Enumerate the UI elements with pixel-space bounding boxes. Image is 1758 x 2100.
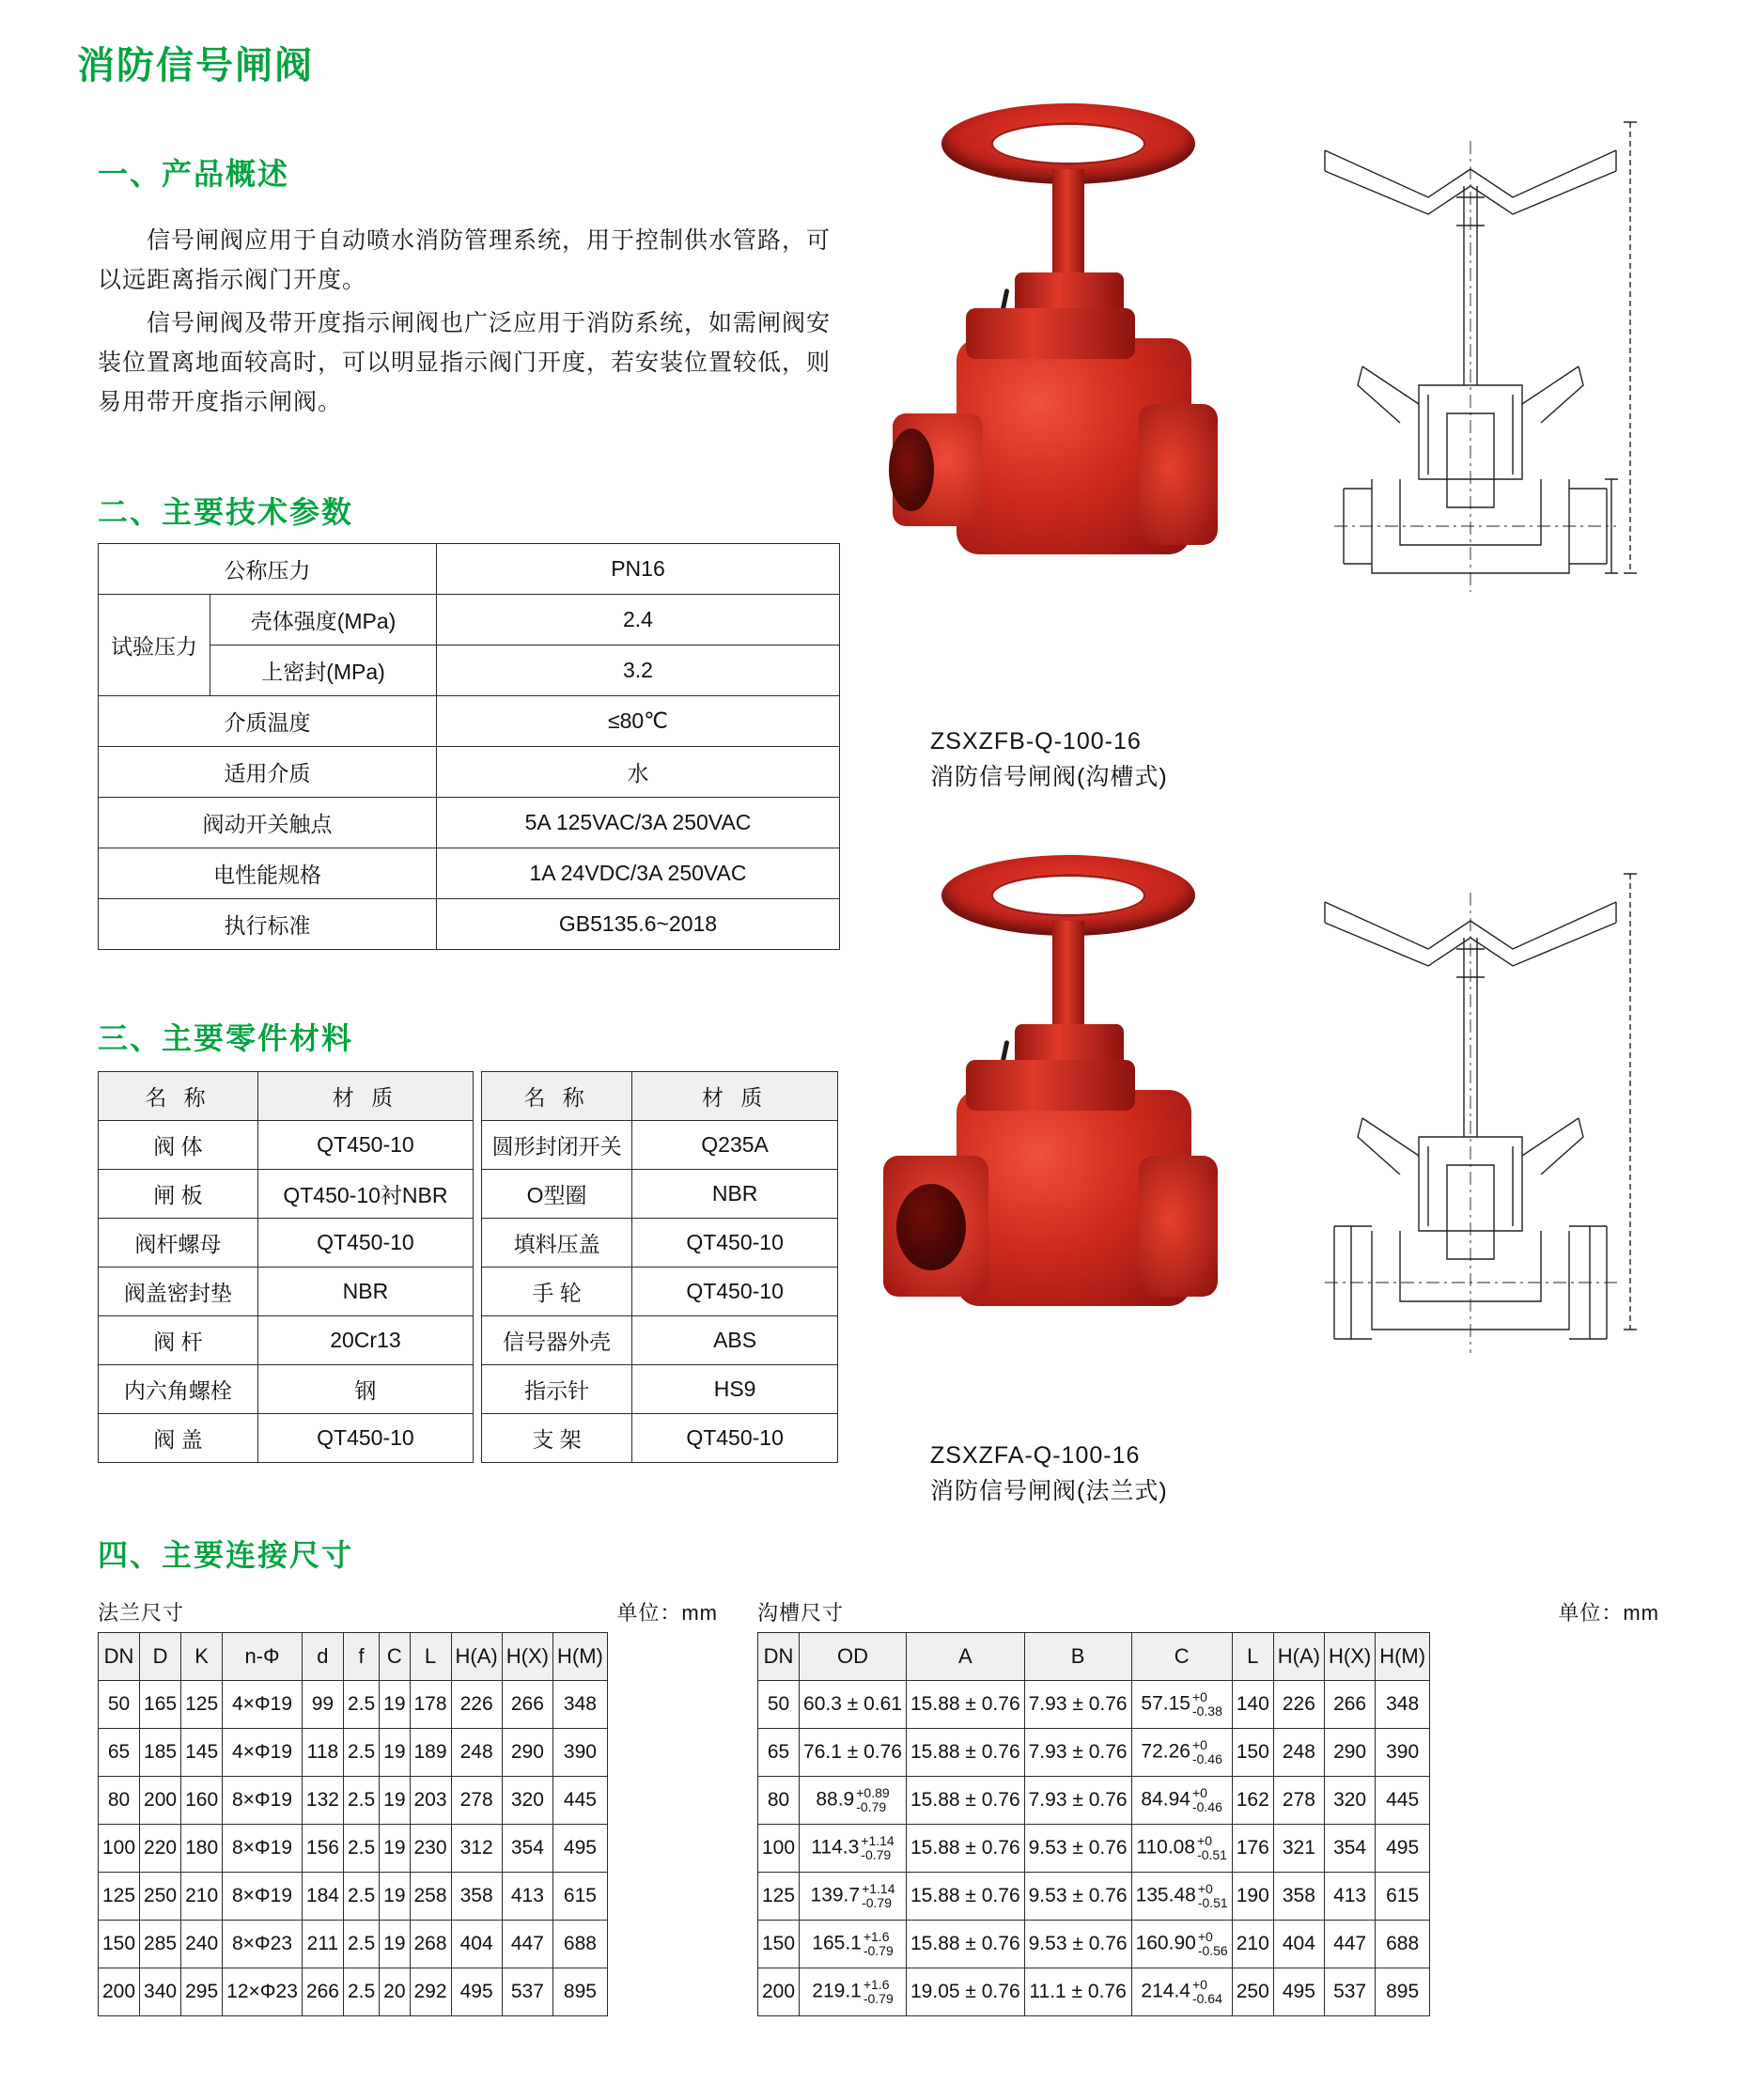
groove-cell: 447 <box>1325 1921 1376 1968</box>
table-row <box>758 1681 1430 1729</box>
flange-cell: 688 <box>552 1921 607 1968</box>
material-part-material: HS9 <box>632 1365 838 1414</box>
flange-cell: 230 <box>410 1825 451 1873</box>
table-row <box>99 1121 474 1170</box>
groove-cell: 15.88 ± 0.76 <box>907 1681 1025 1729</box>
column-header-c: C <box>380 1633 410 1681</box>
groove-cell: 15.88 ± 0.76 <box>907 1921 1025 1968</box>
flange-cell: 495 <box>552 1825 607 1873</box>
column-header-f: f <box>343 1633 379 1681</box>
groove-cell: 110.08 +0 -0.51 <box>1131 1825 1232 1873</box>
material-part-material: QT450-10 <box>632 1414 838 1463</box>
column-header-name: 名 称 <box>482 1072 632 1121</box>
flange-cell: 2.5 <box>343 1681 379 1729</box>
table-header-row <box>99 1072 474 1121</box>
flange-cell: 160 <box>181 1777 223 1825</box>
table-row <box>99 544 840 595</box>
product-model: ZSXZFA-Q-100-16 <box>930 1442 1141 1469</box>
table-row <box>482 1219 838 1268</box>
groove-cell: 445 <box>1376 1777 1430 1825</box>
flange-dimension-table <box>98 1632 608 2016</box>
material-part-name: 指示针 <box>482 1365 632 1414</box>
table-row <box>99 1921 608 1968</box>
technical-drawing-svg <box>1306 855 1644 1438</box>
table-row <box>482 1268 838 1316</box>
groove-cell: 150 <box>1232 1729 1273 1777</box>
table-header-row <box>99 1633 608 1681</box>
groove-cell: 210 <box>1232 1921 1273 1968</box>
groove-cell: 321 <box>1273 1825 1324 1873</box>
valve-photo-flange <box>902 855 1250 1456</box>
material-part-name: 填料压盖 <box>482 1219 632 1268</box>
material-part-material: QT450-10 <box>257 1121 473 1170</box>
groove-cell: 404 <box>1273 1921 1324 1968</box>
product-caption-flange <box>930 1438 1168 1509</box>
material-part-name: 闸 板 <box>99 1170 258 1219</box>
flange-cell: 8×Φ19 <box>223 1873 303 1921</box>
materials-table-right <box>481 1071 838 1463</box>
material-part-material: QT450-10 <box>257 1414 473 1463</box>
product-image-groove-type <box>902 103 1644 705</box>
material-part-name: 阀 杆 <box>99 1316 258 1365</box>
column-header-material: 材 质 <box>632 1072 838 1121</box>
flange-cell: 65 <box>99 1729 140 1777</box>
groove-cell: 354 <box>1325 1825 1376 1873</box>
table-row <box>482 1414 838 1463</box>
groove-cell: 72.26 +0 -0.46 <box>1131 1729 1232 1777</box>
groove-cell: 15.88 ± 0.76 <box>907 1777 1025 1825</box>
groove-cell: 135.48 +0 -0.51 <box>1131 1873 1232 1921</box>
groove-cell: 76.1 ± 0.76 <box>800 1729 907 1777</box>
table-row <box>482 1121 838 1170</box>
flange-cell: 226 <box>451 1681 502 1729</box>
material-part-material: Q235A <box>632 1121 838 1170</box>
table-row <box>758 1825 1430 1873</box>
section-heading-overview: 一、产品概述 <box>98 157 290 191</box>
groove-cell: 84.94 +0 -0.46 <box>1131 1777 1232 1825</box>
valve-drawing-groove <box>1306 103 1644 686</box>
table-row <box>99 646 840 696</box>
flange-cell: 390 <box>552 1729 607 1777</box>
flange-cell: 495 <box>451 1968 502 2016</box>
overview-text <box>98 221 849 426</box>
tech-label: 上密封(MPa) <box>210 646 437 696</box>
flange-cell: 80 <box>99 1777 140 1825</box>
groove-cell: 250 <box>1232 1968 1273 2016</box>
material-part-name: 阀 盖 <box>99 1414 258 1463</box>
column-header-hm: H(M) <box>1376 1633 1430 1681</box>
flange-cell: 240 <box>181 1921 223 1968</box>
section-heading-materials: 三、主要零件材料 <box>98 1021 354 1055</box>
groove-cell: 190 <box>1232 1873 1273 1921</box>
tech-label: 电性能规格 <box>99 848 437 899</box>
groove-cell: 9.53 ± 0.76 <box>1024 1873 1131 1921</box>
tech-value: 5A 125VAC/3A 250VAC <box>437 798 840 848</box>
flange-cell: 615 <box>552 1873 607 1921</box>
material-part-material: NBR <box>632 1170 838 1219</box>
groove-cell: 50 <box>758 1681 800 1729</box>
flange-cell: 354 <box>502 1825 552 1873</box>
flange-cell: 340 <box>140 1968 181 2016</box>
tech-label: 执行标准 <box>99 899 437 950</box>
groove-cell: 390 <box>1376 1729 1430 1777</box>
technical-drawing-svg <box>1306 103 1644 686</box>
groove-cell: 7.93 ± 0.76 <box>1024 1729 1131 1777</box>
flange-cell: 178 <box>410 1681 451 1729</box>
groove-cell: 162 <box>1232 1777 1273 1825</box>
flange-unit: 单位：mm <box>616 1601 718 1625</box>
table-header-row <box>758 1633 1430 1681</box>
tech-value: 3.2 <box>437 646 840 696</box>
column-header-hx: H(X) <box>502 1633 552 1681</box>
groove-cell: 9.53 ± 0.76 <box>1024 1825 1131 1873</box>
table-row <box>99 747 840 798</box>
flange-cell: 2.5 <box>343 1729 379 1777</box>
flange-cell: 258 <box>410 1873 451 1921</box>
tech-value: PN16 <box>437 544 840 595</box>
groove-cell: 615 <box>1376 1873 1430 1921</box>
flange-cell: 19 <box>380 1921 410 1968</box>
flange-cell: 295 <box>181 1968 223 2016</box>
material-part-name: 圆形封闭开关 <box>482 1121 632 1170</box>
flange-cell: 200 <box>99 1968 140 2016</box>
material-part-name: 内六角螺栓 <box>99 1365 258 1414</box>
table-row <box>99 1825 608 1873</box>
groove-cell: 495 <box>1273 1968 1324 2016</box>
groove-cell: 88.9 +0.89 -0.79 <box>800 1777 907 1825</box>
material-part-material: QT450-10 <box>257 1219 473 1268</box>
groove-cell: 214.4 +0 -0.64 <box>1131 1968 1232 2016</box>
table-row <box>758 1873 1430 1921</box>
overview-paragraph-2: 信号闸阀及带开度指示闸阀也广泛应用于消防系统，如需闸阀安装位置离地面较高时，可以明显指示阀门开度，若安装位置较低，则易用带开度指示闸阀。 <box>98 310 832 415</box>
flange-cell: 312 <box>451 1825 502 1873</box>
groove-cell: 57.15 +0 -0.38 <box>1131 1681 1232 1729</box>
groove-cell: 358 <box>1273 1873 1324 1921</box>
column-header-l: L <box>410 1633 451 1681</box>
groove-cell: 125 <box>758 1873 800 1921</box>
flange-cell: 12×Φ23 <box>223 1968 303 2016</box>
groove-cell: 248 <box>1273 1729 1324 1777</box>
flange-cell: 268 <box>410 1921 451 1968</box>
tech-label: 介质温度 <box>99 696 437 747</box>
groove-cell: 19.05 ± 0.76 <box>907 1968 1025 2016</box>
flange-caption: 法兰尺寸 <box>98 1601 185 1625</box>
materials-table-left <box>98 1071 474 1463</box>
table-header-row <box>482 1072 838 1121</box>
flange-cell: 19 <box>380 1873 410 1921</box>
table-row <box>99 1729 608 1777</box>
valve-photo-groove <box>902 103 1250 705</box>
flange-cell: 189 <box>410 1729 451 1777</box>
flange-cell: 211 <box>302 1921 343 1968</box>
flange-cell: 278 <box>451 1777 502 1825</box>
flange-cell: 20 <box>380 1968 410 2016</box>
flange-cell: 132 <box>302 1777 343 1825</box>
flange-cell: 19 <box>380 1729 410 1777</box>
material-part-material: QT450-10 <box>632 1219 838 1268</box>
column-header-ha: H(A) <box>451 1633 502 1681</box>
groove-unit: 单位：mm <box>1558 1601 1659 1625</box>
material-part-material: 20Cr13 <box>257 1316 473 1365</box>
flange-cell: 156 <box>302 1825 343 1873</box>
material-part-name: 手 轮 <box>482 1268 632 1316</box>
material-part-material: ABS <box>632 1316 838 1365</box>
groove-cell: 413 <box>1325 1873 1376 1921</box>
flange-cell: 413 <box>502 1873 552 1921</box>
product-model: ZSXZFB-Q-100-16 <box>930 728 1142 754</box>
flange-cell: 210 <box>181 1873 223 1921</box>
column-header-b: B <box>1024 1633 1131 1681</box>
flange-cell: 2.5 <box>343 1825 379 1873</box>
product-name: 消防信号闸阀(沟槽式) <box>930 764 1168 790</box>
flange-cell: 184 <box>302 1873 343 1921</box>
product-caption-groove <box>930 723 1168 795</box>
groove-cell: 114.3 +1.14 -0.79 <box>800 1825 907 1873</box>
material-part-name: 信号器外壳 <box>482 1316 632 1365</box>
groove-cell: 65 <box>758 1729 800 1777</box>
valve-flange-right <box>1139 1156 1218 1297</box>
tech-value: 2.4 <box>437 595 840 646</box>
table-row <box>758 1729 1430 1777</box>
flange-cell: 2.5 <box>343 1921 379 1968</box>
flange-caption-row <box>98 1597 718 1626</box>
flange-cell: 8×Φ19 <box>223 1825 303 1873</box>
column-header-hm: H(M) <box>552 1633 607 1681</box>
column-header-ha: H(A) <box>1273 1633 1324 1681</box>
groove-cell: 160.90 +0 -0.56 <box>1131 1921 1232 1968</box>
groove-dimension-block <box>757 1597 1659 2016</box>
groove-cell: 348 <box>1376 1681 1430 1729</box>
flange-cell: 447 <box>502 1921 552 1968</box>
groove-cell: 150 <box>758 1921 800 1968</box>
material-part-material: 钢 <box>257 1365 473 1414</box>
groove-cell: 165.1 +1.6 -0.79 <box>800 1921 907 1968</box>
table-row <box>482 1365 838 1414</box>
table-row <box>99 696 840 747</box>
column-header-material: 材 质 <box>257 1072 473 1121</box>
valve-flange-left <box>883 1156 988 1297</box>
groove-cell: 7.93 ± 0.76 <box>1024 1681 1131 1729</box>
groove-caption-row <box>757 1597 1659 1626</box>
flange-cell: 200 <box>140 1777 181 1825</box>
flange-cell: 2.5 <box>343 1873 379 1921</box>
flange-cell: 185 <box>140 1729 181 1777</box>
column-header-hx: H(X) <box>1325 1633 1376 1681</box>
groove-cell: 226 <box>1273 1681 1324 1729</box>
flange-cell: 125 <box>181 1681 223 1729</box>
flange-cell: 100 <box>99 1825 140 1873</box>
table-row <box>99 1316 474 1365</box>
groove-cell: 537 <box>1325 1968 1376 2016</box>
column-header-d: d <box>302 1633 343 1681</box>
tech-label: 公称压力 <box>99 544 437 595</box>
groove-cell: 15.88 ± 0.76 <box>907 1825 1025 1873</box>
flange-cell: 118 <box>302 1729 343 1777</box>
page-title: 消防信号闸阀 <box>77 45 314 86</box>
table-row <box>99 1873 608 1921</box>
tech-value: 水 <box>437 747 840 798</box>
tech-value: ≤80℃ <box>437 696 840 747</box>
material-part-material: QT450-10 <box>632 1268 838 1316</box>
overview-paragraph-1: 信号闸阀应用于自动喷水消防管理系统，用于控制供水管路，可以远距离指示阀门开度。 <box>98 227 832 293</box>
flange-cell: 8×Φ23 <box>223 1921 303 1968</box>
groove-dimension-table <box>757 1632 1430 2016</box>
flange-cell: 537 <box>502 1968 552 2016</box>
table-row <box>99 1414 474 1463</box>
groove-cell: 200 <box>758 1968 800 2016</box>
groove-cell: 266 <box>1325 1681 1376 1729</box>
flange-cell: 180 <box>181 1825 223 1873</box>
flange-cell: 290 <box>502 1729 552 1777</box>
valve-groove-port-right <box>1139 404 1218 545</box>
table-row <box>482 1316 838 1365</box>
table-row <box>99 1777 608 1825</box>
table-row <box>758 1968 1430 2016</box>
material-part-material: QT450-10衬NBR <box>257 1170 473 1219</box>
flange-cell: 895 <box>552 1968 607 2016</box>
flange-cell: 320 <box>502 1777 552 1825</box>
valve-drawing-flange <box>1306 855 1644 1438</box>
flange-cell: 125 <box>99 1873 140 1921</box>
material-part-name: 阀 体 <box>99 1121 258 1170</box>
table-row <box>99 1170 474 1219</box>
flange-cell: 145 <box>181 1729 223 1777</box>
table-row <box>99 1365 474 1414</box>
groove-cell: 15.88 ± 0.76 <box>907 1729 1025 1777</box>
column-header-a: A <box>907 1633 1025 1681</box>
table-row <box>482 1170 838 1219</box>
table-row <box>99 1219 474 1268</box>
column-header-c: C <box>1131 1633 1232 1681</box>
groove-cell: 688 <box>1376 1921 1430 1968</box>
material-part-name: 支 架 <box>482 1414 632 1463</box>
flange-cell: 404 <box>451 1921 502 1968</box>
tech-label: 适用介质 <box>99 747 437 798</box>
groove-cell: 895 <box>1376 1968 1430 2016</box>
table-row <box>758 1777 1430 1825</box>
groove-cell: 278 <box>1273 1777 1324 1825</box>
table-row <box>99 1681 608 1729</box>
flange-cell: 358 <box>451 1873 502 1921</box>
groove-cell: 100 <box>758 1825 800 1873</box>
groove-cell: 176 <box>1232 1825 1273 1873</box>
tech-label: 阀动开关触点 <box>99 798 437 848</box>
flange-cell: 266 <box>502 1681 552 1729</box>
table-row <box>99 848 840 899</box>
groove-cell: 495 <box>1376 1825 1430 1873</box>
flange-cell: 4×Φ19 <box>223 1681 303 1729</box>
tech-value: 1A 24VDC/3A 250VAC <box>437 848 840 899</box>
flange-cell: 445 <box>552 1777 607 1825</box>
flange-cell: 203 <box>410 1777 451 1825</box>
column-header-n-φ: n-Φ <box>223 1633 303 1681</box>
flange-cell: 2.5 <box>343 1777 379 1825</box>
product-name: 消防信号闸阀(法兰式) <box>930 1478 1168 1504</box>
groove-cell: 15.88 ± 0.76 <box>907 1873 1025 1921</box>
tech-value: GB5135.6~2018 <box>437 899 840 950</box>
table-row <box>99 798 840 848</box>
material-part-name: 阀盖密封垫 <box>99 1268 258 1316</box>
flange-cell: 285 <box>140 1921 181 1968</box>
material-part-name: 阀杆螺母 <box>99 1219 258 1268</box>
flange-cell: 19 <box>380 1777 410 1825</box>
flange-cell: 8×Φ19 <box>223 1777 303 1825</box>
flange-cell: 292 <box>410 1968 451 2016</box>
flange-cell: 4×Φ19 <box>223 1729 303 1777</box>
flange-cell: 248 <box>451 1729 502 1777</box>
valve-groove-port-left <box>893 413 983 526</box>
groove-cell: 219.1 +1.6 -0.79 <box>800 1968 907 2016</box>
groove-cell: 9.53 ± 0.76 <box>1024 1921 1131 1968</box>
tech-params-table <box>98 543 840 950</box>
flange-cell: 165 <box>140 1681 181 1729</box>
flange-cell: 50 <box>99 1681 140 1729</box>
tech-group-label: 试验压力 <box>99 595 210 696</box>
column-header-dn: DN <box>99 1633 140 1681</box>
table-row <box>758 1921 1430 1968</box>
table-row <box>99 899 840 950</box>
flange-cell: 266 <box>302 1968 343 2016</box>
groove-cell: 60.3 ± 0.61 <box>800 1681 907 1729</box>
column-header-od: OD <box>800 1633 907 1681</box>
column-header-d: D <box>140 1633 181 1681</box>
flange-cell: 220 <box>140 1825 181 1873</box>
flange-cell: 19 <box>380 1681 410 1729</box>
groove-cell: 7.93 ± 0.76 <box>1024 1777 1131 1825</box>
product-image-flange-type <box>902 855 1644 1456</box>
table-row <box>99 595 840 646</box>
column-header-k: K <box>181 1633 223 1681</box>
flange-cell: 99 <box>302 1681 343 1729</box>
flange-dimension-block <box>98 1597 718 2016</box>
material-part-material: NBR <box>257 1268 473 1316</box>
groove-cell: 140 <box>1232 1681 1273 1729</box>
table-row <box>99 1968 608 2016</box>
tech-label: 壳体强度(MPa) <box>210 595 437 646</box>
groove-cell: 11.1 ± 0.76 <box>1024 1968 1131 2016</box>
groove-cell: 139.7 +1.14 -0.79 <box>800 1873 907 1921</box>
groove-cell: 320 <box>1325 1777 1376 1825</box>
groove-cell: 290 <box>1325 1729 1376 1777</box>
column-header-dn: DN <box>758 1633 800 1681</box>
section-heading-dimensions: 四、主要连接尺寸 <box>98 1538 354 1572</box>
section-heading-tech: 二、主要技术参数 <box>98 495 354 529</box>
column-header-name: 名 称 <box>99 1072 258 1121</box>
flange-cell: 250 <box>140 1873 181 1921</box>
flange-cell: 2.5 <box>343 1968 379 2016</box>
table-row <box>99 1268 474 1316</box>
flange-cell: 348 <box>552 1681 607 1729</box>
flange-cell: 150 <box>99 1921 140 1968</box>
groove-cell: 80 <box>758 1777 800 1825</box>
flange-cell: 19 <box>380 1825 410 1873</box>
column-header-l: L <box>1232 1633 1273 1681</box>
material-part-name: O型圈 <box>482 1170 632 1219</box>
groove-caption: 沟槽尺寸 <box>757 1601 845 1625</box>
